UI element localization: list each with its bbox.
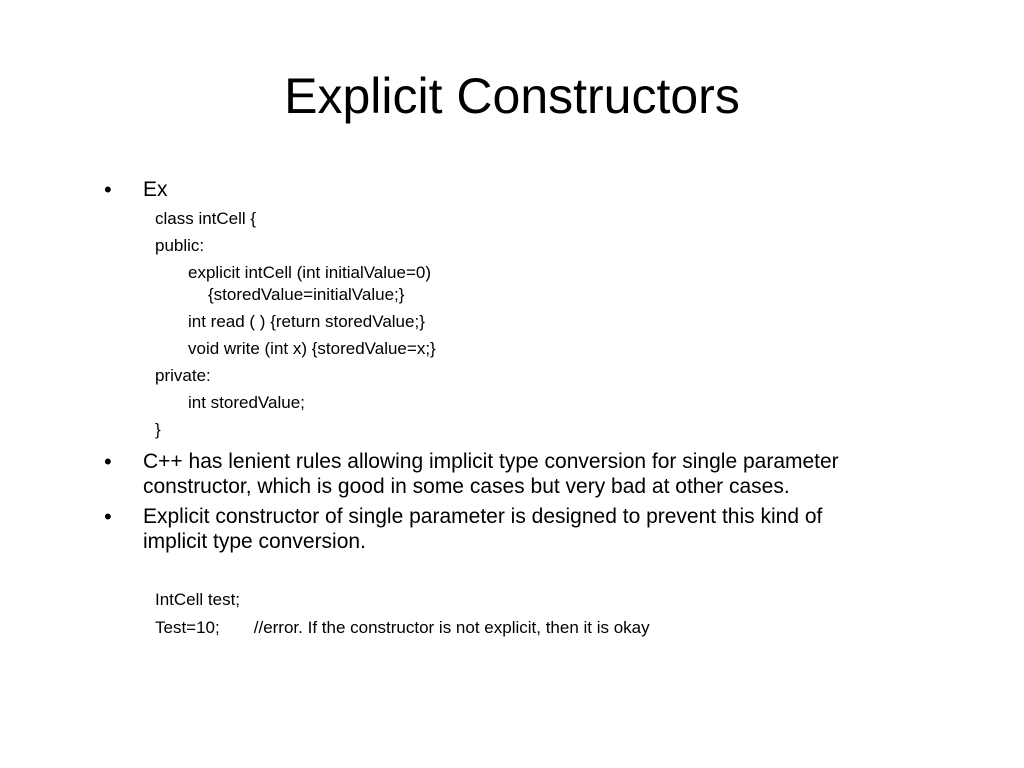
bullet-lenient-rules-line1: C++ has lenient rules allowing implicit type conversion for single parameter: [143, 450, 839, 473]
bullet-lenient-rules-line2: constructor, which is good in some cases but very bad at other cases.: [143, 475, 790, 498]
code-line-close-brace: }: [155, 420, 161, 439]
bullet-marker: •: [104, 504, 112, 529]
bullet-marker: •: [104, 449, 112, 474]
code-line-stored-value: int storedValue;: [188, 393, 305, 412]
code-line-constructor: explicit intCell (int initialValue=0): [188, 263, 431, 282]
code-line-read: int read ( ) {return storedValue;}: [188, 312, 425, 331]
example-assignment-comment: //error. If the constructor is not explicit, then it is okay: [253, 618, 650, 637]
example-assignment-code: Test=10;: [155, 618, 220, 637]
code-line-class-decl: class intCell {: [155, 209, 257, 228]
bullet-explicit-purpose-line1: Explicit constructor of single parameter is designed to prevent this kind of: [143, 505, 823, 528]
bullet-ex-label: Ex: [143, 178, 168, 201]
code-line-constructor-body: {storedValue=initialValue;}: [208, 285, 405, 304]
bullet-marker: •: [104, 177, 112, 202]
example-line-assignment: [155, 617, 650, 639]
bullet-explicit-purpose-line2: implicit type conversion.: [143, 530, 366, 553]
example-line-declaration: IntCell test;: [155, 590, 241, 609]
code-line-write: void write (int x) {storedValue=x;}: [188, 339, 436, 358]
slide-title: Explicit Constructors: [284, 68, 740, 124]
code-line-public: public:: [155, 236, 205, 255]
code-line-private: private:: [155, 366, 211, 385]
